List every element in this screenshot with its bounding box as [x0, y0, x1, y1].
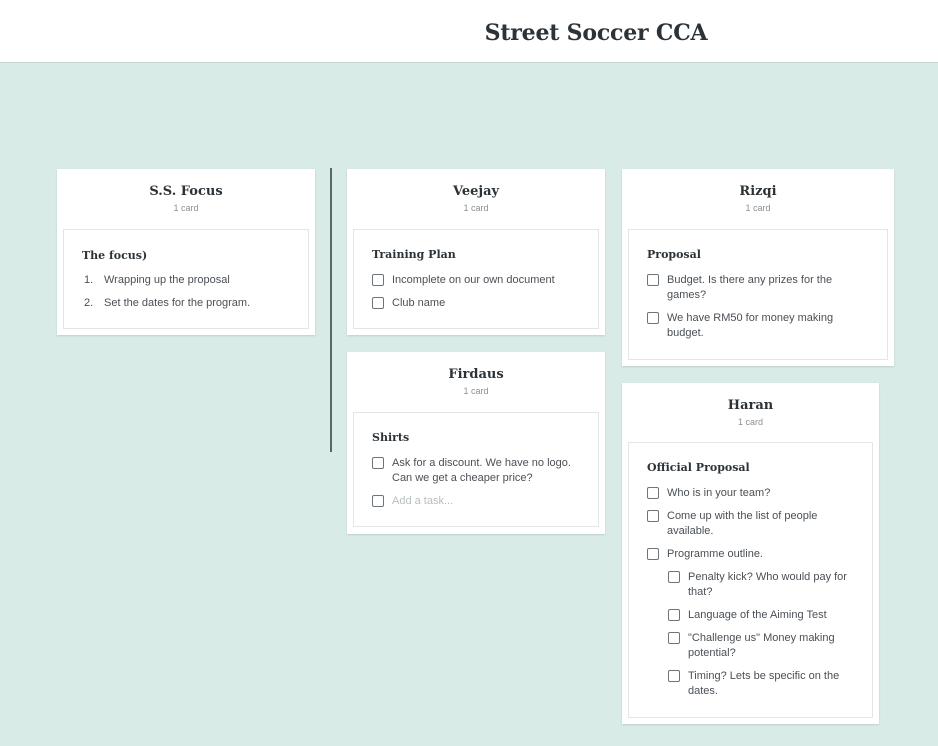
column-veejay[interactable]: [347, 169, 605, 335]
card-shirts[interactable]: [353, 412, 599, 527]
task-checkbox[interactable]: [668, 609, 680, 621]
task-text[interactable]: Who is in your team?: [667, 487, 771, 499]
task-checkbox[interactable]: [372, 495, 384, 507]
add-task-input[interactable]: Add a task...: [392, 495, 454, 507]
task-text[interactable]: Club name: [392, 297, 446, 309]
card-training-plan[interactable]: [353, 229, 599, 329]
list-item: [84, 296, 294, 311]
list-number: 2.: [84, 297, 94, 309]
task-text[interactable]: Budget. Is there any prizes for the games?: [667, 274, 833, 301]
task-checkbox[interactable]: [372, 457, 384, 469]
task-item: [372, 456, 582, 486]
card-title: Official Proposal: [647, 461, 750, 474]
column-title: Firdaus: [448, 367, 504, 382]
task-checkbox[interactable]: [647, 487, 659, 499]
task-item: [647, 509, 852, 539]
task-text[interactable]: "Challenge us" Money making potential?: [688, 632, 835, 659]
card-count: 1 card: [463, 203, 489, 213]
column-rizqi[interactable]: [622, 169, 894, 366]
task-text[interactable]: Language of the Aiming Test: [688, 609, 827, 621]
task-text[interactable]: Ask for a discount. We have no logo. Can we get a cheaper price?: [392, 457, 571, 484]
card-count: 1 card: [463, 386, 489, 396]
task-item: [647, 273, 852, 303]
list-item-text: Set the dates for the program.: [104, 297, 251, 309]
card-count: 1 card: [737, 417, 763, 427]
column-ss-focus[interactable]: [57, 169, 315, 335]
subtask-item: [668, 570, 858, 600]
card-title: Training Plan: [372, 248, 456, 261]
subtask-item: [668, 631, 858, 661]
card-title: Proposal: [647, 248, 701, 261]
subtask-item: [668, 669, 858, 699]
task-text[interactable]: We have RM50 for money making budget.: [667, 312, 834, 339]
task-text[interactable]: Penalty kick? Who would pay for that?: [688, 571, 847, 598]
list-item: [84, 273, 294, 288]
column-header: [622, 383, 879, 427]
task-checkbox[interactable]: [372, 274, 384, 286]
column-title: Haran: [727, 398, 774, 413]
column-header: [57, 169, 315, 213]
card-count: 1 card: [745, 203, 771, 213]
card-the-focus[interactable]: [63, 229, 309, 329]
task-checkbox[interactable]: [647, 312, 659, 324]
task-item: [372, 273, 592, 288]
task-item: [647, 547, 852, 562]
add-task-item: [372, 494, 582, 509]
card-count: 1 card: [173, 203, 199, 213]
top-bar: [0, 0, 938, 63]
subtask-item: [668, 608, 858, 623]
list-item-text: Wrapping up the proposal: [104, 274, 230, 286]
task-checkbox[interactable]: [372, 297, 384, 309]
task-text[interactable]: Incomplete on our own document: [392, 274, 555, 286]
column-title: Veejay: [452, 184, 500, 199]
task-text[interactable]: Programme outline.: [667, 548, 763, 560]
task-checkbox[interactable]: [647, 274, 659, 286]
board-title: Street Soccer CCA: [484, 20, 708, 46]
task-checkbox[interactable]: [668, 670, 680, 682]
card-official-proposal[interactable]: [628, 442, 873, 718]
column-header: [347, 169, 605, 213]
column-haran[interactable]: [622, 383, 879, 724]
list-number: 1.: [84, 274, 94, 286]
column-title: S.S. Focus: [149, 184, 223, 199]
task-checkbox[interactable]: [647, 510, 659, 522]
task-text[interactable]: Come up with the list of people available.: [667, 510, 818, 537]
card-title: Shirts: [372, 431, 410, 444]
card-title: The focus): [82, 249, 148, 262]
column-firdaus[interactable]: [347, 352, 605, 534]
task-item: [647, 486, 852, 501]
task-checkbox[interactable]: [668, 571, 680, 583]
task-item: [372, 296, 592, 311]
task-text[interactable]: Timing? Lets be specific on the dates.: [688, 670, 840, 697]
task-item: [647, 311, 852, 341]
task-checkbox[interactable]: [668, 632, 680, 644]
column-divider[interactable]: [330, 168, 332, 452]
column-title: Rizqi: [739, 184, 777, 199]
column-header: [622, 169, 894, 213]
column-header: [347, 352, 605, 396]
card-proposal[interactable]: [628, 229, 888, 360]
task-checkbox[interactable]: [647, 548, 659, 560]
